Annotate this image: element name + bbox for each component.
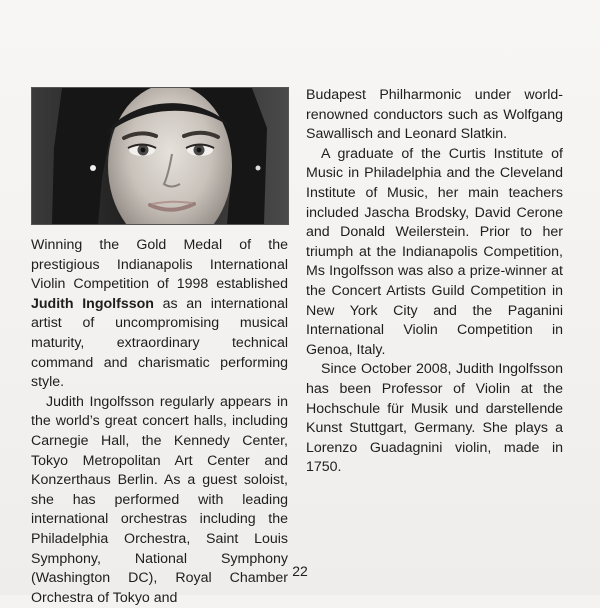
page-number: 22 (292, 563, 308, 579)
right-text-column (306, 86, 563, 478)
left-text-column (31, 236, 288, 608)
biography-paragraph-3: Budapest Philharmonic under world-renowned conductors such as Wolfgang Sawallisch and Leonard Slatkin. (306, 87, 563, 143)
paragraph-text: as an international artist of uncompromising musical maturity, extraordinary technical command and charismatic performing style. (31, 295, 289, 391)
biography-paragraph-1 (31, 236, 288, 393)
portrait-image (32, 88, 288, 224)
artist-name: Judith Ingolfsson (31, 295, 154, 312)
biography-paragraph-5: Since October 2008, Judith Ingolfsson has been Professor of Violin at the Hochschule für Musik und darstellende Kunst Stuttgart, Germany. She plays a Lorenzo Guadagnini violin, made in 1750. (306, 361, 563, 476)
biography-paragraph-2: Judith Ingolfsson regularly appears in the world’s great concert halls, including Carnegie Hall, the Kennedy Center, Tokyo Metropolitan Art Center and Konzerthaus Berlin. As a guest soloist, she has performed with leading international orchestras including the Philadelphia Orchestra, Saint Louis Symphony, National Symphony (Washington DC), Royal Chamber Orchestra of Tokyo and (31, 393, 288, 606)
biography-paragraph-4: A graduate of the Curtis Institute of Music in Philadelphia and the Cleveland Institute of Music, her main teachers included Jascha Brodsky, David Cerone and Donald Weilerstein. Prior to her triumph at the Indianapolis Competition, Ms Ingolfsson was also a prize-winner at the Concert Artists Guild Competition in New York City and the Paganini International Violin Competition in Genoa, Italy. (306, 145, 563, 358)
paragraph-text: Winning the Gold Medal of the prestigious Indianapolis International Violin Competition of 1998 established (31, 237, 288, 293)
portrait-photo (31, 87, 289, 225)
